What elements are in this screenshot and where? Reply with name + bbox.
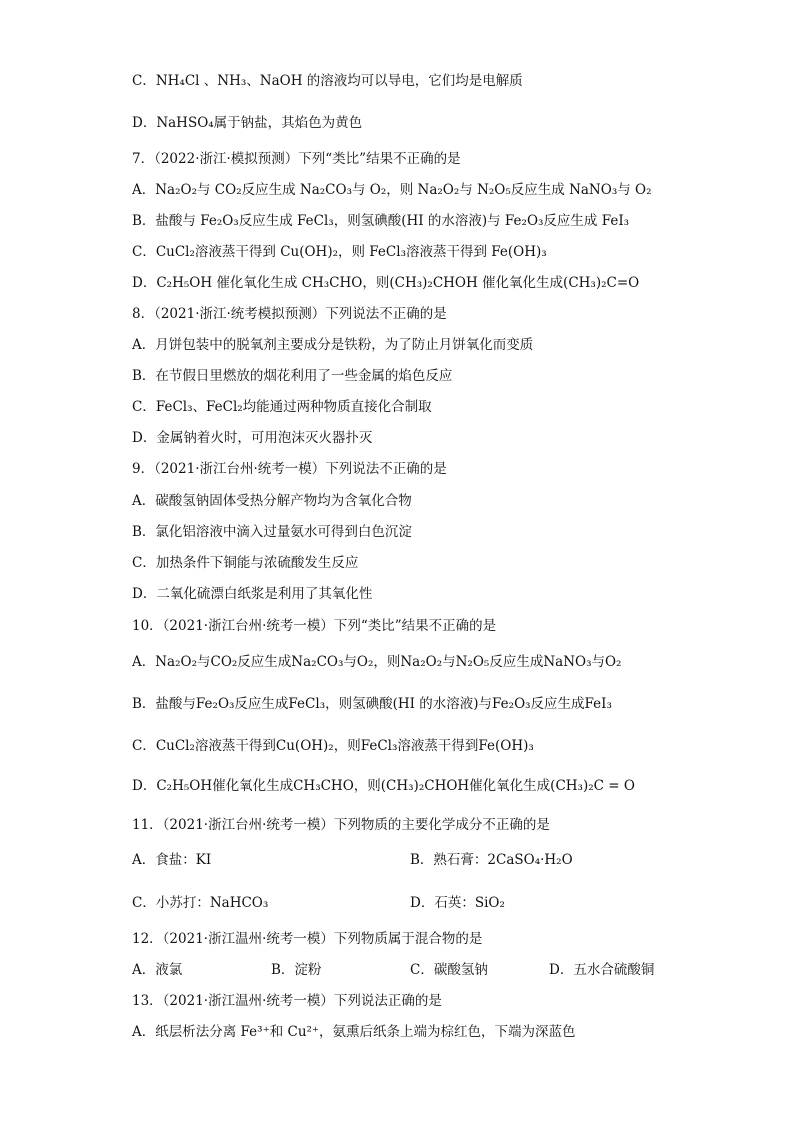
option-c-q6: C．NH₄Cl 、NH₃、NaOH 的溶液均可以导电，它们均是电解质 (132, 73, 523, 89)
option-a-q12: A．液氯 (132, 962, 183, 978)
option-a-q13: A．纸层析法分离 Fe³⁺和 Cu²⁺，氨熏后纸条上端为棕红色，下端为深蓝色 (132, 1024, 576, 1040)
option-d-q9: D．二氧化硫漂白纸浆是利用了其氧化性 (132, 586, 373, 602)
option-b-q12: B．淀粉 (271, 962, 322, 978)
option-c-q7: C．CuCl₂溶液蒸干得到 Cu(OH)₂，则 FeCl₃溶液蒸干得到 Fe(OH)₃ (132, 244, 547, 260)
option-a-q7: A．Na₂O₂与 CO₂反应生成 Na₂CO₃与 O₂，则 Na₂O₂与 N₂O₅反应生成 NaNO₃与 O₂ (132, 182, 652, 198)
question-8: 8．（2021·浙江·统考模拟预测）下列说法不正确的是 (132, 306, 447, 322)
option-b-q11: B．熟石膏：2CaSO₄·H₂O (410, 852, 573, 868)
question-11: 11．（2021·浙江台州·统考一模）下列物质的主要化学成分不正确的是 (132, 817, 550, 833)
question-7: 7．（2022·浙江·模拟预测）下列“类比”结果不正确的是 (132, 151, 461, 167)
option-b-q10: B．盐酸与Fe₂O₃反应生成FeCl₃，则氢碘酸(HI 的水溶液)与Fe₂O₃反应生成FeI₃ (132, 696, 612, 712)
option-c-q8: C．FeCl₃、FeCl₂均能通过两种物质直接化合制取 (132, 399, 432, 415)
option-c-q11: C．小苏打：NaHCO₃ (132, 895, 269, 911)
option-a-q8: A．月饼包装中的脱氧剂主要成分是铁粉，为了防止月饼氧化而变质 (132, 337, 534, 353)
option-d-q7: D．C₂H₅OH 催化氧化生成 CH₃CHO，则(CH₃)₂CHOH 催化氧化生成(CH₃)₂C=O (132, 275, 640, 291)
option-c-q10: C．CuCl₂溶液蒸干得到Cu(OH)₂，则FeCl₃溶液蒸干得到Fe(OH)₃ (132, 738, 534, 754)
option-a-q11: A．食盐：KI (132, 852, 212, 868)
option-b-q9: B．氯化铝溶液中滴入过量氨水可得到白色沉淀 (132, 524, 412, 540)
option-d-q11: D．石英：SiO₂ (410, 895, 505, 911)
option-d-q6: D．NaHSO₄属于钠盐，其焰色为黄色 (132, 115, 363, 131)
option-d-q8: D．金属钠着火时，可用泡沫灭火器扑灭 (132, 430, 373, 446)
option-d-q10: D．C₂H₅OH催化氧化生成CH₃CHO，则(CH₃)₂CHOH催化氧化生成(CH₃)₂C = O (132, 778, 635, 794)
question-9: 9．（2021·浙江台州·统考一模）下列说法不正确的是 (132, 461, 447, 477)
option-a-q9: A．碳酸氢钠固体受热分解产物均为含氧化合物 (132, 493, 412, 509)
option-c-q9: C．加热条件下铜能与浓硫酸发生反应 (132, 555, 359, 571)
question-10: 10．（2021·浙江台州·统考一模）下列“类比”结果不正确的是 (132, 618, 497, 634)
question-13: 13．（2021·浙江温州·统考一模）下列说法正确的是 (132, 993, 442, 1009)
option-c-q12: C．碳酸氢钠 (410, 962, 488, 978)
question-12: 12．（2021·浙江温州·统考一模）下列物质属于混合物的是 (132, 931, 483, 947)
option-d-q12: D．五水合硫酸铜 (549, 962, 655, 978)
option-b-q8: B．在节假日里燃放的烟花利用了一些金属的焰色反应 (132, 368, 453, 384)
option-a-q10: A．Na₂O₂与CO₂反应生成Na₂CO₃与O₂，则Na₂O₂与N₂O₅反应生成NaNO₃与O₂ (132, 654, 622, 670)
option-b-q7: B．盐酸与 Fe₂O₃反应生成 FeCl₃，则氢碘酸(HI 的水溶液)与 Fe₂O₃反应生成 FeI₃ (132, 213, 630, 229)
